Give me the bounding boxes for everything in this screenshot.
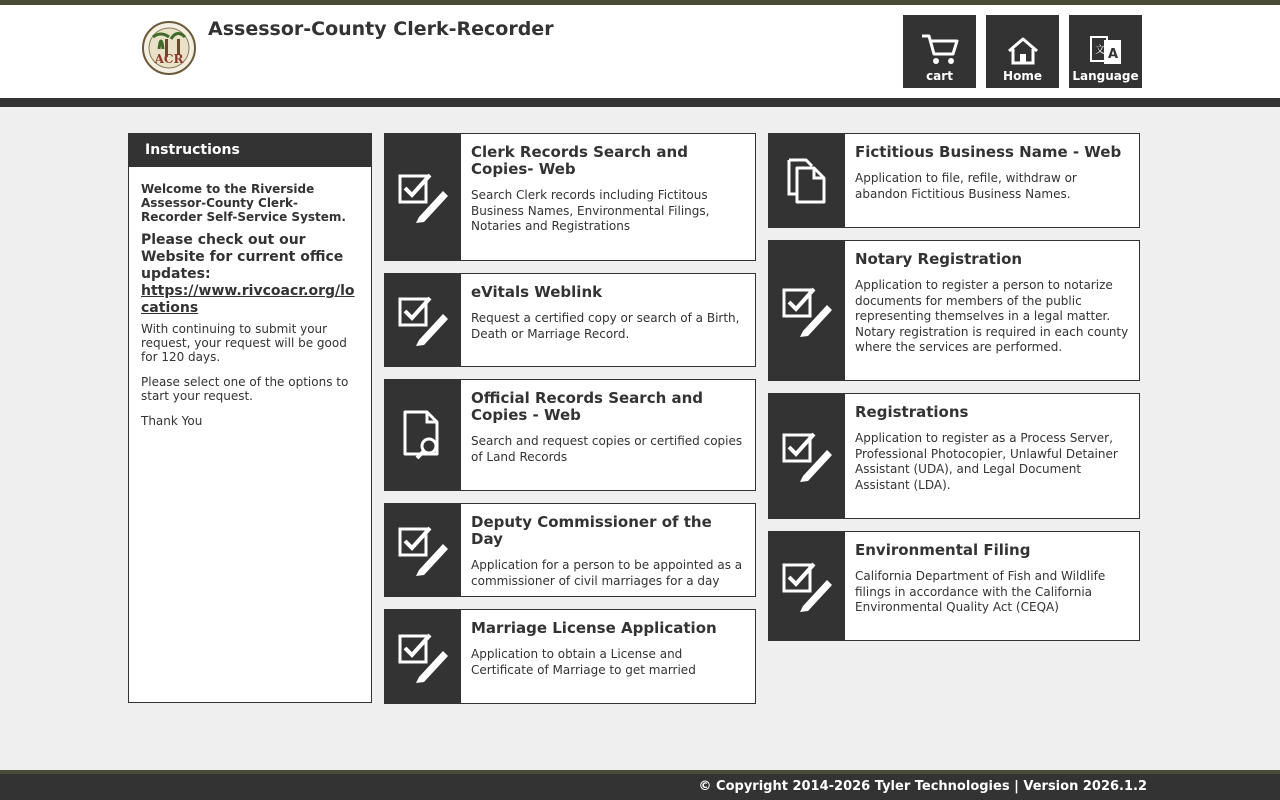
instructions-heading: Instructions: [129, 134, 371, 167]
card-environmental-filing[interactable]: [768, 531, 1140, 641]
checklist-pencil-icon: [397, 524, 449, 576]
instructions-thanks: Thank You: [141, 414, 203, 428]
checklist-pencil-icon: [781, 430, 833, 482]
card-official-records-search[interactable]: [384, 379, 756, 491]
card-title: Deputy Commissioner of the Day: [471, 513, 712, 548]
header-divider-bar: [0, 98, 1280, 107]
locations-link[interactable]: https://www.rivcoacr.org/locations: [141, 283, 355, 316]
card-description: Search Clerk records including Fictitous Business Names, Environmental Filings, Notaries and Registrations: [471, 188, 710, 233]
card-notary-registration[interactable]: [768, 240, 1140, 381]
card-registrations[interactable]: [768, 393, 1140, 519]
card-description: Application for a person to be appointed as a commissioner of civil marriages for a day: [471, 558, 743, 588]
cart-button[interactable]: [903, 15, 976, 88]
card-description: Application to file, refile, withdraw or abandon Fictitious Business Names.: [855, 171, 1077, 201]
app-title: Assessor-County Clerk-Recorder: [208, 18, 554, 40]
card-title: Notary Registration: [855, 250, 1023, 268]
language-label: Language: [1072, 69, 1139, 83]
svg-text:A: A: [1107, 47, 1118, 62]
checklist-pencil-icon: [397, 171, 449, 223]
card-marriage-license[interactable]: [384, 609, 756, 704]
instructions-panel: [128, 133, 372, 703]
card-description: Application to obtain a License and Certificate of Marriage to get married: [471, 647, 696, 677]
copy-documents-icon: [786, 158, 828, 204]
card-title: Fictitious Business Name - Web: [855, 143, 1122, 161]
card-title: Registrations: [855, 403, 969, 421]
card-title: eVitals Weblink: [471, 283, 603, 301]
instructions-select: Please select one of the options to start your request.: [141, 375, 349, 403]
checklist-pencil-icon: [397, 294, 449, 346]
cart-label: cart: [926, 69, 953, 83]
checklist-pencil-icon: [397, 631, 449, 683]
checklist-pencil-icon: [781, 560, 833, 612]
checklist-pencil-icon: [781, 285, 833, 337]
card-description: Application to register a person to notarize documents for members of the public representing themselves in a legal matter. Notary registration is required in each county where the services are performed.: [855, 278, 1129, 354]
county-seal-logo[interactable]: [141, 19, 197, 77]
card-deputy-commissioner[interactable]: [384, 503, 756, 597]
card-clerk-records-search[interactable]: [384, 133, 756, 261]
header: [0, 5, 1280, 98]
card-evitals-weblink[interactable]: [384, 273, 756, 367]
home-icon: [1006, 36, 1040, 66]
footer: [0, 774, 1280, 800]
card-title: Environmental Filing: [855, 541, 1031, 559]
home-button[interactable]: [986, 15, 1059, 88]
instructions-validity: With continuing to submit your request, your request will be good for 120 days.: [141, 322, 347, 364]
language-icon: [1089, 34, 1123, 66]
card-description: Search and request copies or certified copies of Land Records: [471, 434, 743, 464]
card-title: Marriage License Application: [471, 619, 717, 637]
copyright-text: © Copyright 2014-2026 Tyler Technologies | Version 2026.1.2: [698, 779, 1147, 794]
instructions-welcome: Welcome to the Riverside Assessor-County Clerk-Recorder Self-Service System.: [141, 182, 346, 224]
document-search-icon: [401, 410, 445, 460]
card-fictitious-business-name[interactable]: [768, 133, 1140, 228]
card-description: California Department of Fish and Wildlife filings in accordance with the California Environmental Quality Act (CEQA): [855, 569, 1106, 614]
home-label: Home: [1003, 69, 1042, 83]
logo-text: ACR: [154, 52, 184, 66]
card-title: Clerk Records Search and Copies- Web: [471, 143, 688, 178]
cart-icon: [920, 32, 960, 66]
card-description: Request a certified copy or search of a Birth, Death or Marriage Record.: [471, 311, 740, 341]
svg-text:文: 文: [1094, 45, 1105, 56]
card-description: Application to register as a Process Server, Professional Photocopier, Unlawful Detainer Assistant (UDA), and Legal Document Assistant (LDA).: [855, 431, 1118, 492]
card-title: Official Records Search and Copies - Web: [471, 389, 704, 424]
instructions-office-updates: Please check out our Website for current office updates:: [141, 232, 344, 282]
language-button[interactable]: [1069, 15, 1142, 88]
